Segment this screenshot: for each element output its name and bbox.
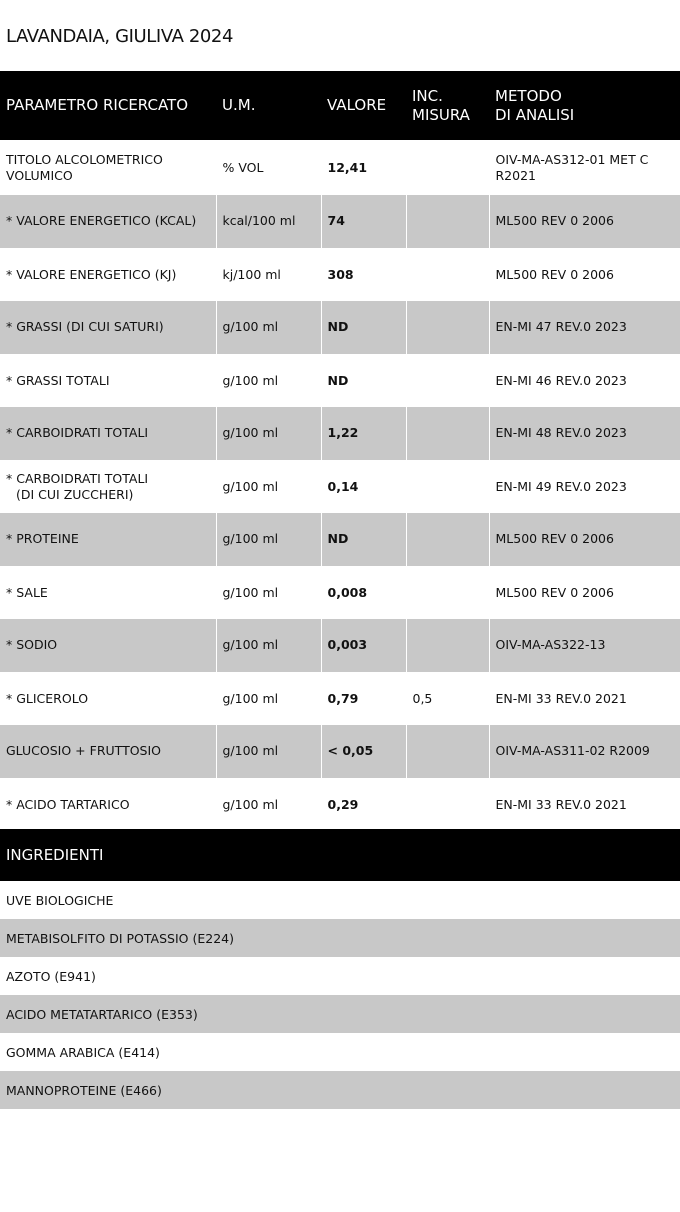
method-text: OIV-MA-AS311-02 R2009 [495, 743, 650, 759]
ingredient-item: METABISOLFITO DI POTASSIO (E224) [6, 930, 234, 946]
table-row [0, 248, 680, 301]
table-row [0, 725, 680, 778]
method-text: EN-MI 33 REV.0 2021 [495, 796, 627, 812]
method-cell [489, 566, 680, 619]
param-text: * GRASSI (DI CUI SATURI) [6, 319, 164, 335]
param-text: * ACIDO TARTARICO [6, 796, 130, 812]
value-cell: < 0,05 [321, 725, 406, 778]
param-cell [0, 513, 216, 566]
method-text: ML500 REV 0 2006 [495, 266, 614, 282]
table-row [0, 407, 680, 460]
param-cell [0, 248, 216, 301]
table-row [0, 460, 680, 513]
method-text: EN-MI 48 REV.0 2023 [495, 425, 627, 441]
header-method-line1: METODO [495, 86, 562, 105]
ingredient-row [0, 919, 680, 957]
method-cell [489, 354, 680, 407]
uncertainty-cell [406, 301, 489, 354]
uncertainty-cell [406, 140, 489, 195]
param-text: * SALE [6, 584, 48, 600]
ingredient-item: ACIDO METATARTARICO (E353) [6, 1006, 198, 1022]
method-text: EN-MI 49 REV.0 2023 [495, 478, 627, 494]
uncertainty-cell [406, 619, 489, 672]
param-text: * SODIO [6, 637, 58, 653]
param-text: TITOLO ALCOLOMETRICO [6, 151, 163, 167]
method-text: ML500 REV 0 2006 [495, 531, 614, 547]
param-cell [0, 354, 216, 407]
param-text-line2: (DI CUI ZUCCHERI) [16, 486, 134, 502]
param-text: * GRASSI TOTALI [6, 372, 110, 388]
method-text: EN-MI 47 REV.0 2023 [495, 319, 627, 335]
uncertainty-cell [406, 195, 489, 248]
table-row [0, 619, 680, 672]
value-cell: 0,79 [321, 672, 406, 725]
method-text-line2: R2021 [495, 167, 536, 183]
method-cell [489, 460, 680, 513]
unit-cell: g/100 ml [216, 566, 321, 619]
method-cell [489, 407, 680, 460]
unit-cell: g/100 ml [216, 354, 321, 407]
ingredient-item: AZOTO (E941) [6, 968, 96, 984]
param-cell [0, 672, 216, 725]
uncertainty-cell [406, 407, 489, 460]
method-text: ML500 REV 0 2006 [495, 584, 614, 600]
value-cell: 0,003 [321, 619, 406, 672]
uncertainty-cell [406, 513, 489, 566]
header-inc-line1: INC. [412, 86, 443, 105]
ingredients-header: INGREDIENTI [6, 845, 104, 864]
unit-cell: g/100 ml [216, 407, 321, 460]
unit-cell: g/100 ml [216, 513, 321, 566]
header-value: VALORE [327, 96, 387, 114]
unit-cell: g/100 ml [216, 301, 321, 354]
method-cell [489, 619, 680, 672]
value-cell: ND [321, 301, 406, 354]
param-text: * PROTEINE [6, 531, 79, 547]
value-cell: 12,41 [321, 140, 406, 195]
method-cell [489, 513, 680, 566]
method-cell [489, 248, 680, 301]
value-cell: 1,22 [321, 407, 406, 460]
ingredients-body [0, 881, 680, 1109]
param-cell [0, 301, 216, 354]
header-method [489, 71, 680, 140]
ingredient-row [0, 881, 680, 919]
method-text: OIV-MA-AS322-13 [495, 637, 606, 653]
unit-cell: g/100 ml [216, 460, 321, 513]
method-cell [489, 140, 680, 195]
table-row [0, 513, 680, 566]
value-cell: ND [321, 354, 406, 407]
ingredient-row [0, 957, 680, 995]
table-row [0, 195, 680, 248]
table-row [0, 354, 680, 407]
table-header-row [0, 71, 680, 140]
ingredient-item: UVE BIOLOGICHE [6, 892, 114, 908]
header-method-line2: DI ANALISI [495, 105, 575, 124]
param-text: * CARBOIDRATI TOTALI [6, 470, 149, 486]
analysis-table [0, 71, 680, 831]
table-row [0, 140, 680, 195]
unit-cell: kj/100 ml [216, 248, 321, 301]
ingredient-row [0, 995, 680, 1033]
param-text-line2: VOLUMICO [6, 167, 73, 183]
uncertainty-cell [406, 725, 489, 778]
uncertainty-cell [406, 460, 489, 513]
header-param: PARAMETRO RICERCATO [6, 96, 189, 114]
unit-cell: g/100 ml [216, 778, 321, 831]
method-cell [489, 778, 680, 831]
page-title: LAVANDAIA, GIULIVA 2024 [6, 26, 234, 47]
method-cell [489, 725, 680, 778]
ingredients-table [0, 829, 680, 1109]
unit-cell: g/100 ml [216, 672, 321, 725]
header-inc [406, 71, 489, 140]
ingredient-item: MANNOPROTEINE (E466) [6, 1082, 162, 1098]
uncertainty-cell [406, 778, 489, 831]
ingredient-item: GOMMA ARABICA (E414) [6, 1044, 160, 1060]
value-cell: 308 [321, 248, 406, 301]
param-cell [0, 195, 216, 248]
value-cell: 0,008 [321, 566, 406, 619]
param-cell [0, 778, 216, 831]
method-cell [489, 672, 680, 725]
method-cell [489, 195, 680, 248]
table-row [0, 301, 680, 354]
value-cell: 74 [321, 195, 406, 248]
header-inc-line2: MISURA [412, 105, 470, 124]
uncertainty-cell [406, 248, 489, 301]
method-cell [489, 301, 680, 354]
unit-cell: g/100 ml [216, 725, 321, 778]
param-cell [0, 460, 216, 513]
param-text: * CARBOIDRATI TOTALI [6, 425, 149, 441]
value-cell: ND [321, 513, 406, 566]
unit-cell: % VOL [216, 140, 321, 195]
method-text: EN-MI 46 REV.0 2023 [495, 372, 627, 388]
ingredient-row [0, 1071, 680, 1109]
table-row [0, 566, 680, 619]
param-text: GLUCOSIO + FRUTTOSIO [6, 743, 161, 759]
param-text: * VALORE ENERGETICO (KCAL) [6, 213, 197, 229]
value-cell: 0,14 [321, 460, 406, 513]
uncertainty-cell [406, 354, 489, 407]
header-um: U.M. [222, 96, 256, 114]
unit-cell: kcal/100 ml [216, 195, 321, 248]
table-body [0, 140, 680, 831]
param-cell [0, 407, 216, 460]
method-text: OIV-MA-AS312-01 MET C [495, 151, 649, 167]
ingredients-header-row [0, 829, 680, 881]
table-row [0, 672, 680, 725]
table-row [0, 778, 680, 831]
param-cell [0, 566, 216, 619]
param-cell [0, 140, 216, 195]
param-cell [0, 619, 216, 672]
param-cell [0, 725, 216, 778]
ingredient-row [0, 1033, 680, 1071]
param-text: * GLICEROLO [6, 690, 89, 706]
param-text: * VALORE ENERGETICO (KJ) [6, 266, 177, 282]
unit-cell: g/100 ml [216, 619, 321, 672]
value-cell: 0,29 [321, 778, 406, 831]
uncertainty-cell: 0,5 [406, 672, 489, 725]
uncertainty-cell [406, 566, 489, 619]
method-text: EN-MI 33 REV.0 2021 [495, 690, 627, 706]
method-text: ML500 REV 0 2006 [495, 213, 614, 229]
